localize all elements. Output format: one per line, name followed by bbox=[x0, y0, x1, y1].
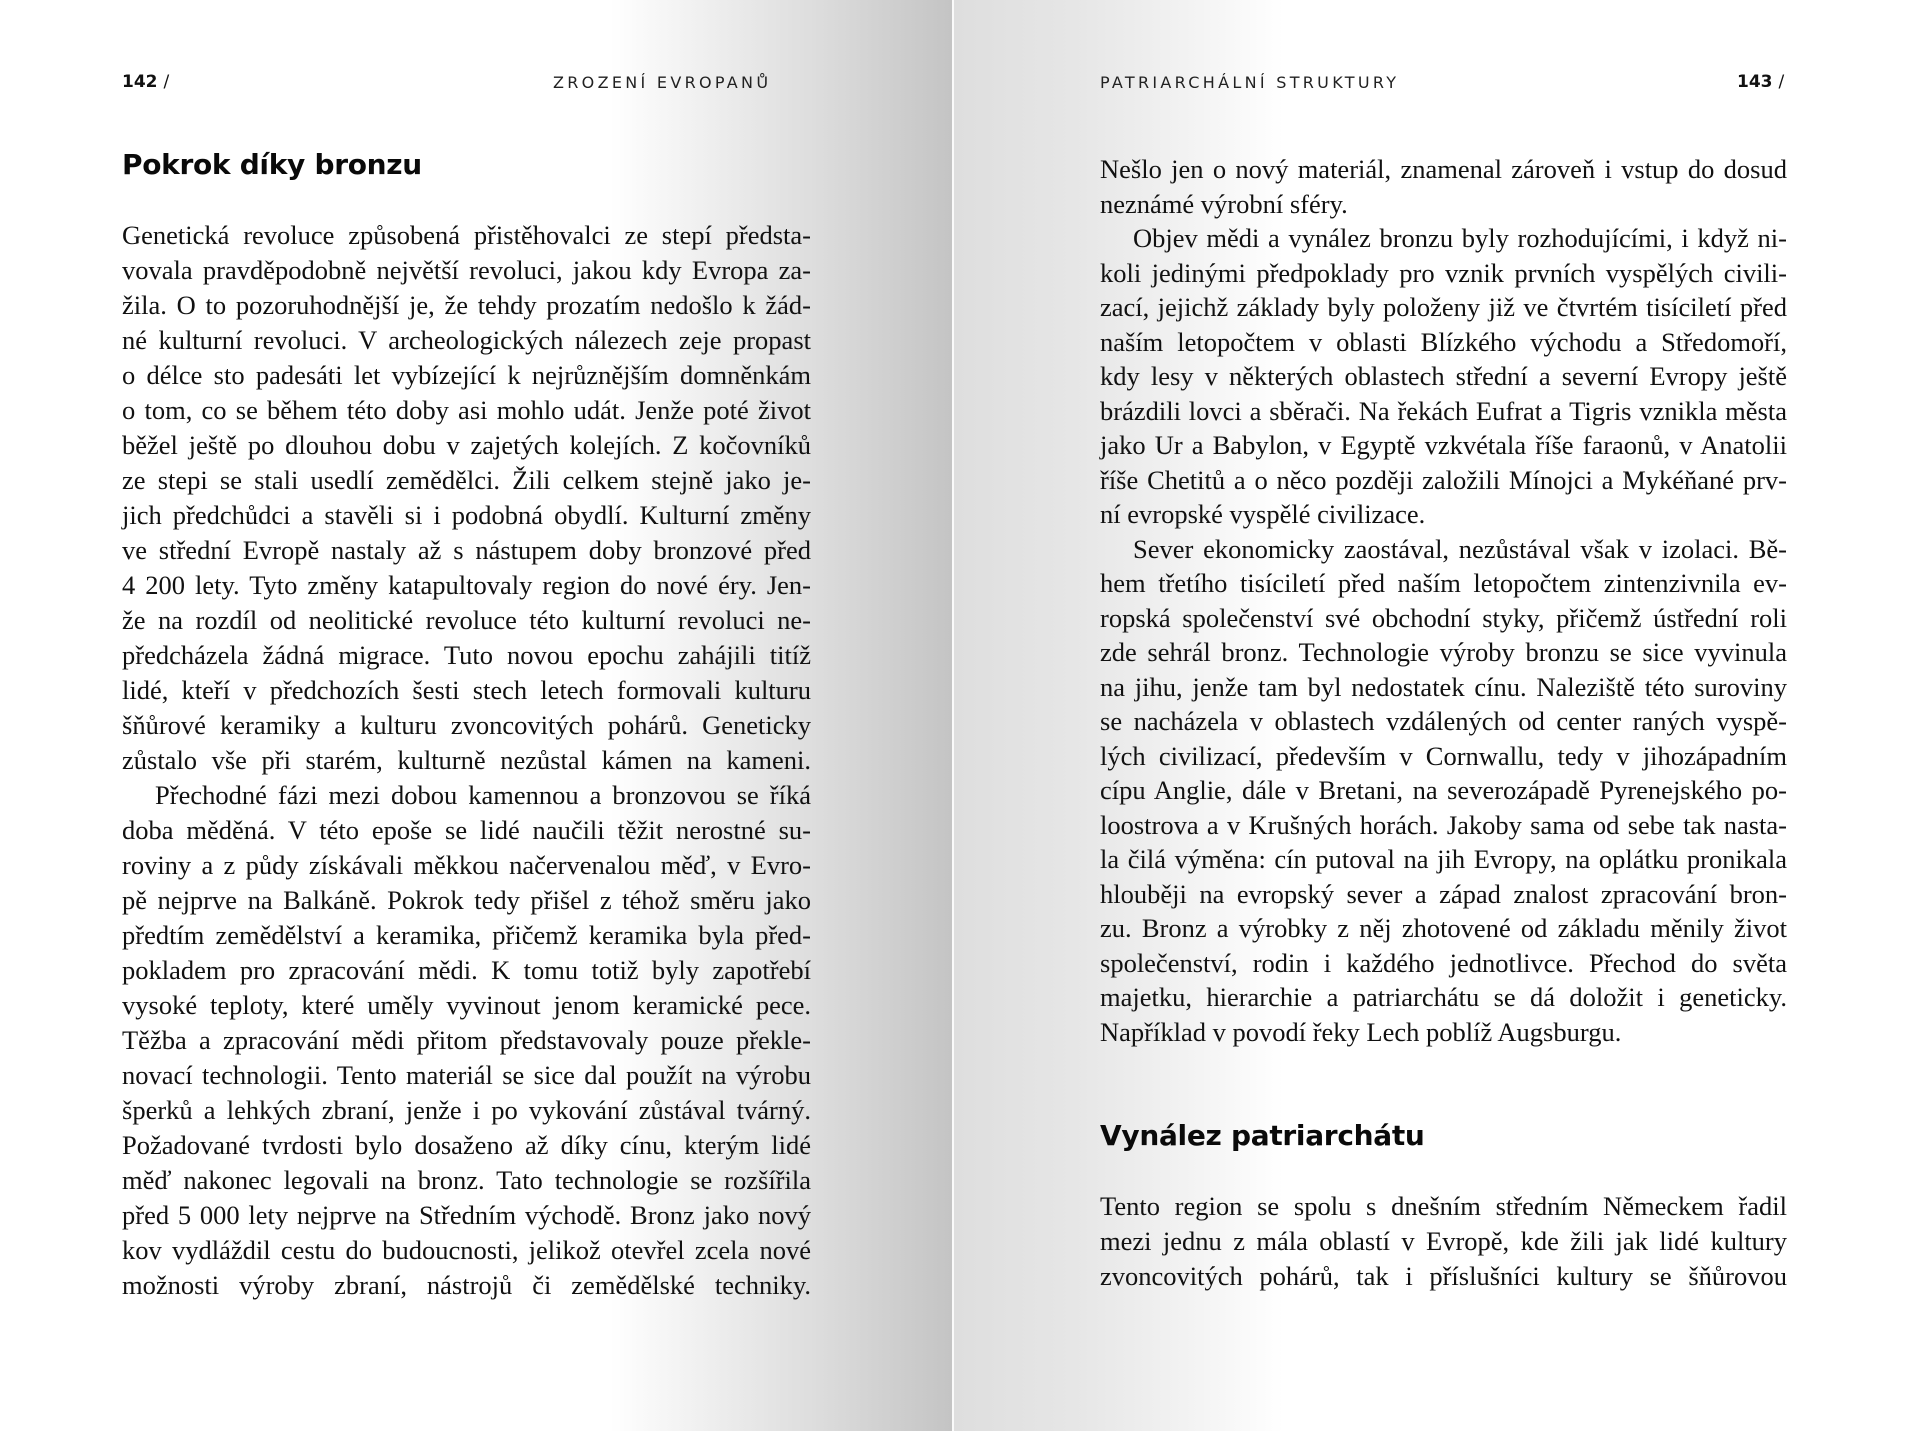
text-line: Tento region se spolu s dnešním středním Německem řadil bbox=[1100, 1191, 1787, 1221]
text-line: měď nakonec legovali na bronz. Tato technologie se rozšířila bbox=[122, 1165, 811, 1195]
text-line: společenství, rodin i každého jednotlivce. Přechod do světa bbox=[1100, 947, 1787, 978]
text-line: cípu Anglie, dále v Bretani, na severozápadě Pyrenejského po- bbox=[1100, 775, 1787, 805]
text-line: říše Chetitů a o něco později založili Mínojci a Mykéňané prv- bbox=[1100, 464, 1787, 495]
text-line: zde sehrál bronz. Technologie výroby bronzu se sice vyvinula bbox=[1100, 637, 1787, 667]
body-text-right bbox=[1100, 152, 1787, 1092]
text-line: neznámé výrobní sféry. bbox=[1100, 188, 1348, 219]
text-line: se nacházela v oblastech vzdálených od center raných vyspě- bbox=[1100, 706, 1787, 736]
page-number-left bbox=[122, 69, 169, 95]
page-number-separator: / bbox=[163, 72, 170, 92]
text-line: na jihu, jenže tam byl nedostatek cínu. Naleziště této suroviny bbox=[1100, 671, 1787, 702]
text-line: Například v povodí řeky Lech poblíž Augsburgu. bbox=[1100, 1016, 1622, 1047]
text-line: jich předchůdci a stavěli si i podobná obydlí. Kulturní změny bbox=[122, 500, 811, 530]
text-line: kov vydláždil cestu do budoucnosti, jelikož otevřel zcela nové bbox=[122, 1235, 811, 1265]
page-number: 143 bbox=[1737, 72, 1773, 92]
text-line: naším letopočtem v oblasti Blízkého východu a Středomoří, bbox=[1100, 326, 1787, 357]
text-line: doba měděná. V této epoše se lidé naučili těžit nerostné su- bbox=[122, 815, 811, 845]
text-line: žila. O to pozoruhodnější je, že tehdy prozatím nedošlo k žád- bbox=[122, 290, 811, 320]
text-line: pokladem pro zpracování mědi. K tomu totiž byly zapotřebí bbox=[122, 955, 811, 985]
running-head-left: ZROZENÍ EVROPANŮ bbox=[553, 73, 772, 92]
text-line: né kulturní revoluci. V archeologických nálezech zeje propast bbox=[122, 325, 811, 355]
page-number-right bbox=[1737, 69, 1784, 95]
text-line: hlouběji na evropský sever a západ znalost zpracování bron- bbox=[1100, 878, 1787, 909]
text-line: zůstalo vše při starém, kulturně nezůstal kámen na kameni. bbox=[122, 745, 811, 775]
text-line: šperků a lehkých zbraní, jenže i po vykování zůstával tvárný. bbox=[122, 1095, 811, 1125]
text-line: brázdili lovci a sběrači. Na řekách Eufrat a Tigris vznikla města bbox=[1100, 395, 1787, 426]
text-line: majetku, hierarchie a patriarchátu se dá doložit i geneticky. bbox=[1100, 982, 1787, 1012]
text-line: zu. Bronz a výrobky z něj zhotovené od základu měnily život bbox=[1100, 913, 1787, 943]
text-line: loostrova a v Krušných horách. Jakoby sama od sebe tak nasta- bbox=[1100, 809, 1787, 840]
text-line: Požadované tvrdosti bylo dosaženo až díky cínu, kterým lidé bbox=[122, 1130, 811, 1160]
right-page bbox=[954, 0, 1905, 1431]
text-line: la čilá výměna: cín putoval na jih Evropy, na oplátku pronikala bbox=[1100, 844, 1787, 874]
text-line: zvoncovitých pohárů, tak i příslušníci kultury se šňůrovou bbox=[1100, 1261, 1787, 1291]
text-line: lidé, kteří v předchozích šesti stech letech formovali kulturu bbox=[122, 675, 811, 705]
text-line: o tom, co se během této doby asi mohlo udát. Jenže poté život bbox=[122, 395, 811, 425]
body-text-left bbox=[122, 218, 811, 1318]
text-line: šňůrové keramiky a kulturu zvoncovitých pohárů. Geneticky bbox=[122, 710, 811, 740]
text-line: Sever ekonomicky zaostával, nezůstával však v izolaci. Bě- bbox=[1133, 533, 1787, 564]
text-line: lých civilizací, především v Cornwallu, tedy v jihozápadním bbox=[1100, 740, 1787, 771]
text-line: pě nejprve na Balkáně. Pokrok tedy přišel z téhož směru jako bbox=[122, 885, 811, 915]
text-line: ze stepi se stali usedlí zemědělci. Žili celkem stejně jako je- bbox=[122, 465, 811, 495]
text-line: kdy lesy v některých oblastech střední a severní Evropy ještě bbox=[1100, 361, 1787, 391]
text-line: před 5 000 lety nejprve na Středním východě. Bronz jako nový bbox=[122, 1200, 811, 1230]
text-line: hem třetího tisíciletí před naším letopočtem zintenzivnila ev- bbox=[1100, 568, 1787, 598]
section-heading: Vynález patriarchátu bbox=[1100, 1119, 1425, 1152]
text-line: 4 200 lety. Tyto změny katapultovaly region do nové éry. Jen- bbox=[122, 570, 811, 600]
text-line: možnosti výroby zbraní, nástrojů či zemědělské techniky. bbox=[122, 1270, 811, 1300]
text-line: ve střední Evropě nastaly až s nástupem doby bronzové před bbox=[122, 535, 811, 565]
text-line: jako Ur a Babylon, v Egyptě vzkvétala říše faraonů, v Anatolii bbox=[1100, 430, 1787, 460]
text-line: Genetická revoluce způsobená přistěhovalci ze stepí předsta- bbox=[122, 220, 811, 250]
section-heading: Pokrok díky bronzu bbox=[122, 148, 422, 181]
text-line: roviny a z půdy získávali měkkou načervenalou měď, v Evro- bbox=[122, 850, 811, 880]
page-number: 142 bbox=[122, 72, 158, 92]
text-line: že na rozdíl od neolitické revoluce této kulturní revoluci ne- bbox=[122, 605, 811, 635]
text-line: Těžba a zpracování mědi přitom představovaly pouze překle- bbox=[122, 1025, 811, 1055]
text-line: mezi jednu z mála oblastí v Evropě, kde žili jak lidé kultury bbox=[1100, 1226, 1787, 1256]
body-text-right-section2 bbox=[1100, 1189, 1787, 1299]
page-number-separator: / bbox=[1778, 72, 1785, 92]
text-line: ropská společenství své obchodní styky, přičemž ústřední roli bbox=[1100, 602, 1787, 633]
running-head-right: PATRIARCHÁLNÍ STRUKTURY bbox=[1100, 73, 1400, 92]
text-line: předcházela žádná migrace. Tuto novou epochu zahájili titíž bbox=[122, 640, 811, 670]
text-line: zací, jejichž základy byly položeny již ve čtvrtém tisíciletí před bbox=[1100, 292, 1787, 322]
text-line: běžel ještě po dlouhou dobu v zajetých kolejích. Z kočovníků bbox=[122, 430, 811, 460]
left-page bbox=[0, 0, 952, 1431]
text-line: ní evropské vyspělé civilizace. bbox=[1100, 499, 1426, 529]
text-line: Nešlo jen o nový materiál, znamenal zároveň i vstup do dosud bbox=[1100, 154, 1787, 184]
text-line: předtím zemědělství a keramika, přičemž keramika byla před- bbox=[122, 920, 811, 950]
text-line: novací technologii. Tento materiál se sice dal použít na výrobu bbox=[122, 1060, 811, 1090]
text-line: Přechodné fázi mezi dobou kamennou a bronzovou se říká bbox=[155, 780, 811, 810]
text-line: vovala pravděpodobně největší revoluci, jakou kdy Evropa za- bbox=[122, 255, 811, 285]
text-line: vysoké teploty, které uměly vyvinout jenom keramické pece. bbox=[122, 990, 811, 1020]
text-line: o délce sto padesáti let vybízející k nejrůznějším domněnkám bbox=[122, 360, 811, 390]
text-line: Objev mědi a vynález bronzu byly rozhodujícími, i když ni- bbox=[1133, 223, 1787, 253]
text-line: koli jedinými předpoklady pro vznik prvních vyspělých civili- bbox=[1100, 257, 1787, 288]
